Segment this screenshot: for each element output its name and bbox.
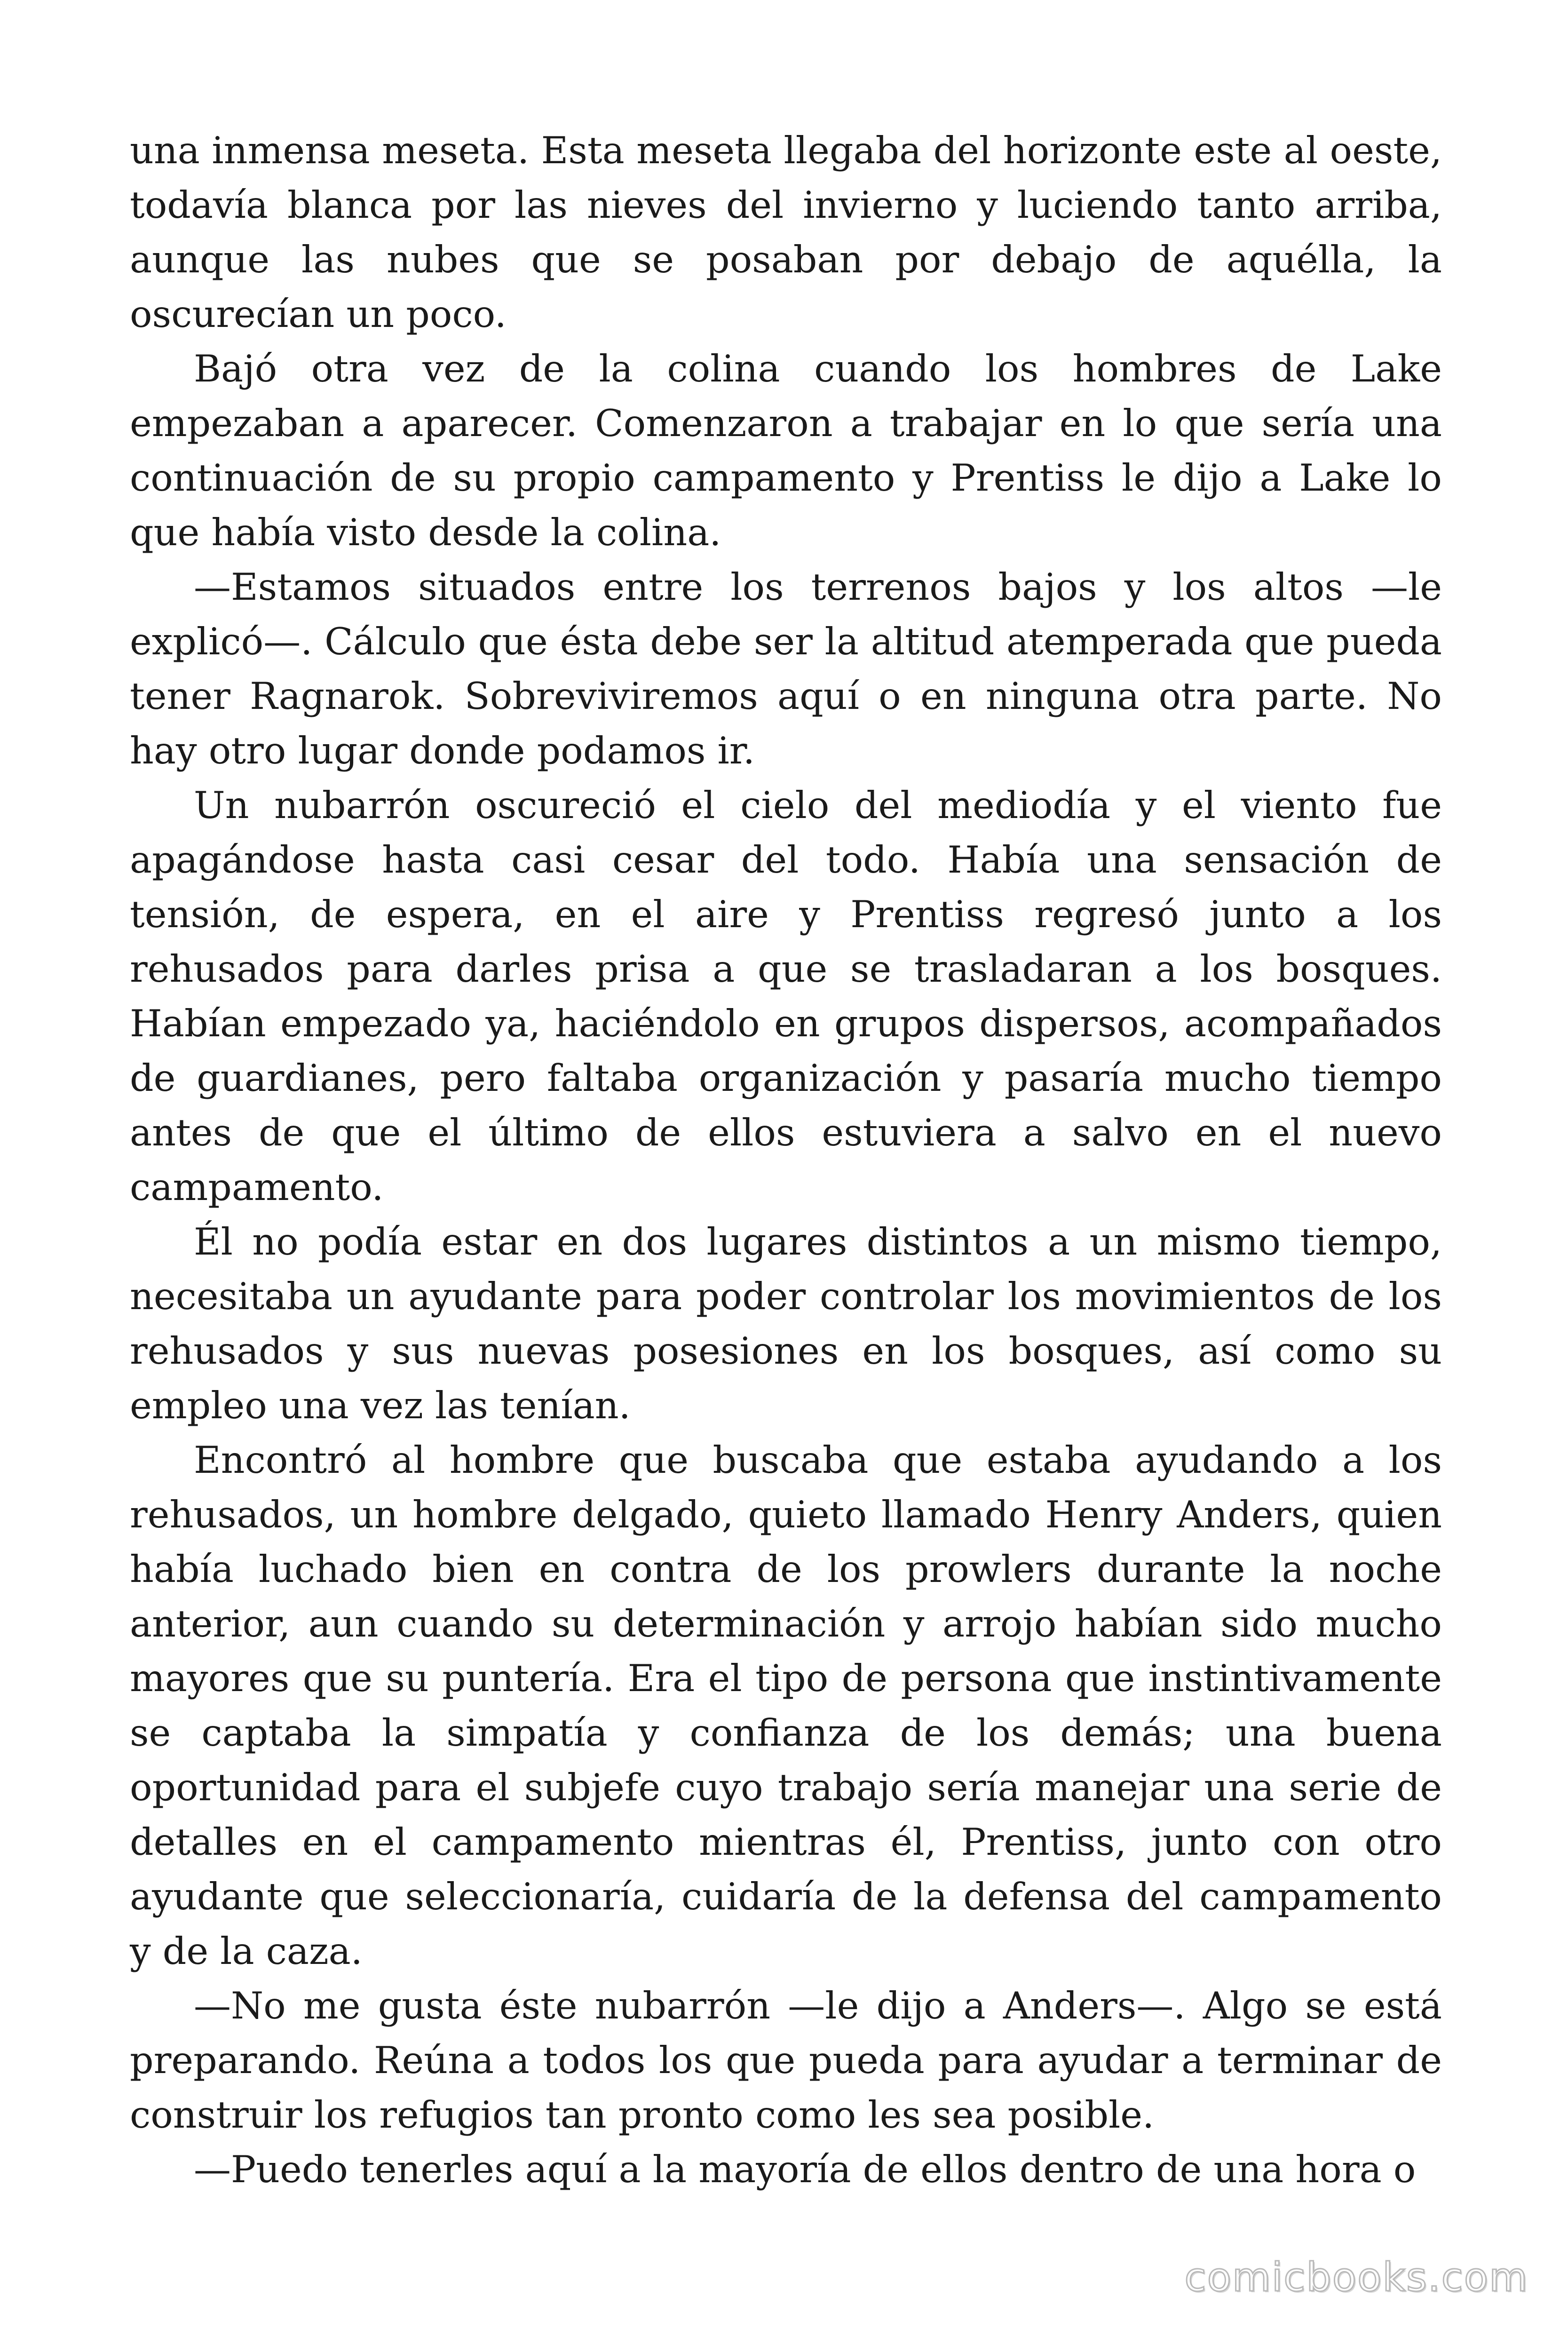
paragraph-1: una inmensa meseta. Esta meseta llegaba del horizonte este al oeste, todavía blanca por las nieves del invierno y luciendo tanto arriba, aunque las nubes que se posaban por debajo de aquélla, la oscurecían un poco. xyxy=(130,129,1442,336)
paragraph-4: Un nubarrón oscureció el cielo del mediodía y el viento fue apagándose hasta casi cesar del todo. Había una sensación de tensión, de espera, en el aire y Prentiss regresó junto a los rehusados para darles prisa a que se trasladaran a los bosques. Habían empezado ya, haciéndolo en grupos dispersos, acompañados de guardianes, pero faltaba organización y pasaría mucho tiempo antes de que el último de ellos estuviera a salvo en el nuevo campamento. xyxy=(130,784,1442,1209)
paragraph-5: Él no podía estar en dos lugares distintos a un mismo tiempo, necesitaba un ayudante para poder controlar los movimientos de los rehusados y sus nuevas posesiones en los bosques, así como su empleo una vez las tenían. xyxy=(130,1220,1442,1427)
paragraph-3: —Estamos situados entre los terrenos bajos y los altos —le explicó—. Cálculo que ésta debe ser la altitud atemperada que pueda tener Ragnarok. Sobreviviremos aquí o en ninguna otra parte. No hay otro lugar donde podamos ir. xyxy=(130,565,1442,772)
paragraph-2: Bajó otra vez de la colina cuando los hombres de Lake empezaban a aparecer. Comenzaron a trabajar en lo que sería una continuación de su propio campamento y Prentiss le dijo a Lake lo que había visto desde la colina. xyxy=(130,347,1442,554)
book-page-text xyxy=(130,123,1442,2197)
watermark: comicbooks.com xyxy=(1184,2254,1528,2300)
paragraph-7: —No me gusta éste nubarrón —le dijo a Anders—. Algo se está preparando. Reúna a todos los que pueda para ayudar a terminar de construir los refugios tan pronto como les sea posible. xyxy=(130,1984,1442,2137)
paragraph-6: Encontró al hombre que buscaba que estaba ayudando a los rehusados, un hombre delgado, quieto llamado Henry Anders, quien había luchado bien en contra de los prowlers durante la noche anterior, aun cuando su determinación y arrojo habían sido mucho mayores que su puntería. Era el tipo de persona que instintivamente se captaba la simpatía y confianza de los demás; una buena oportunidad para el subjefe cuyo trabajo sería manejar una serie de detalles en el campamento mientras él, Prentiss, junto con otro ayudante que seleccionaría, cuidaría de la defensa del campamento y de la caza. xyxy=(130,1438,1442,1973)
paragraph-8: —Puedo tenerles aquí a la mayoría de ellos dentro de una hora o xyxy=(194,2148,1416,2191)
